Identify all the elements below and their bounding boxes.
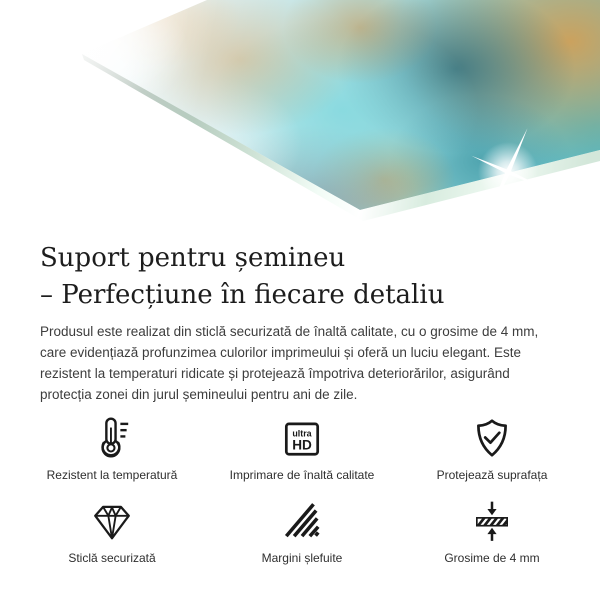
feature-label: Margini șlefuite — [261, 551, 343, 565]
thermometer-icon — [89, 415, 135, 461]
feature-surface-protection — [397, 415, 587, 482]
page-title-line1: Suport pentru șemineu — [40, 243, 346, 273]
product-image — [0, 0, 600, 230]
feature-label: Grosime de 4 mm — [444, 551, 540, 565]
polished-edges-icon — [279, 498, 325, 544]
ultra-text: ultra — [292, 428, 312, 439]
thickness-icon — [469, 498, 515, 544]
feature-print-quality — [207, 415, 397, 482]
feature-label: Sticlă securizată — [68, 551, 156, 565]
feature-grid — [0, 415, 600, 565]
ultra-hd-icon — [279, 415, 325, 461]
page-title — [40, 240, 560, 314]
feature-tempered-glass — [17, 498, 207, 565]
hd-text: HD — [292, 437, 312, 453]
shield-check-icon — [469, 415, 515, 461]
feature-polished-edges — [207, 498, 397, 565]
feature-label: Rezistent la temperatură — [46, 468, 178, 482]
sparkle-icon — [458, 122, 558, 222]
feature-label: Imprimare de înaltă calitate — [229, 468, 375, 482]
feature-label: Protejează suprafața — [436, 468, 548, 482]
page-title-line2: – Perfecțiune în fiecare detaliu — [40, 280, 445, 310]
feature-temperature — [17, 415, 207, 482]
product-description: Produsul este realizat din sticlă securizată de înaltă calitate, cu o grosime de 4 mm, care evidențiază profunzimea culorilor imprimeului și oferă un luciu elegant. Este rezistent la temperaturi ridicate și protejează împotriva deteriorărilor, asigurând protecția zonei din jurul șemineului pentru ani de zile. — [40, 324, 539, 402]
feature-thickness — [397, 498, 587, 565]
diamond-icon — [89, 498, 135, 544]
